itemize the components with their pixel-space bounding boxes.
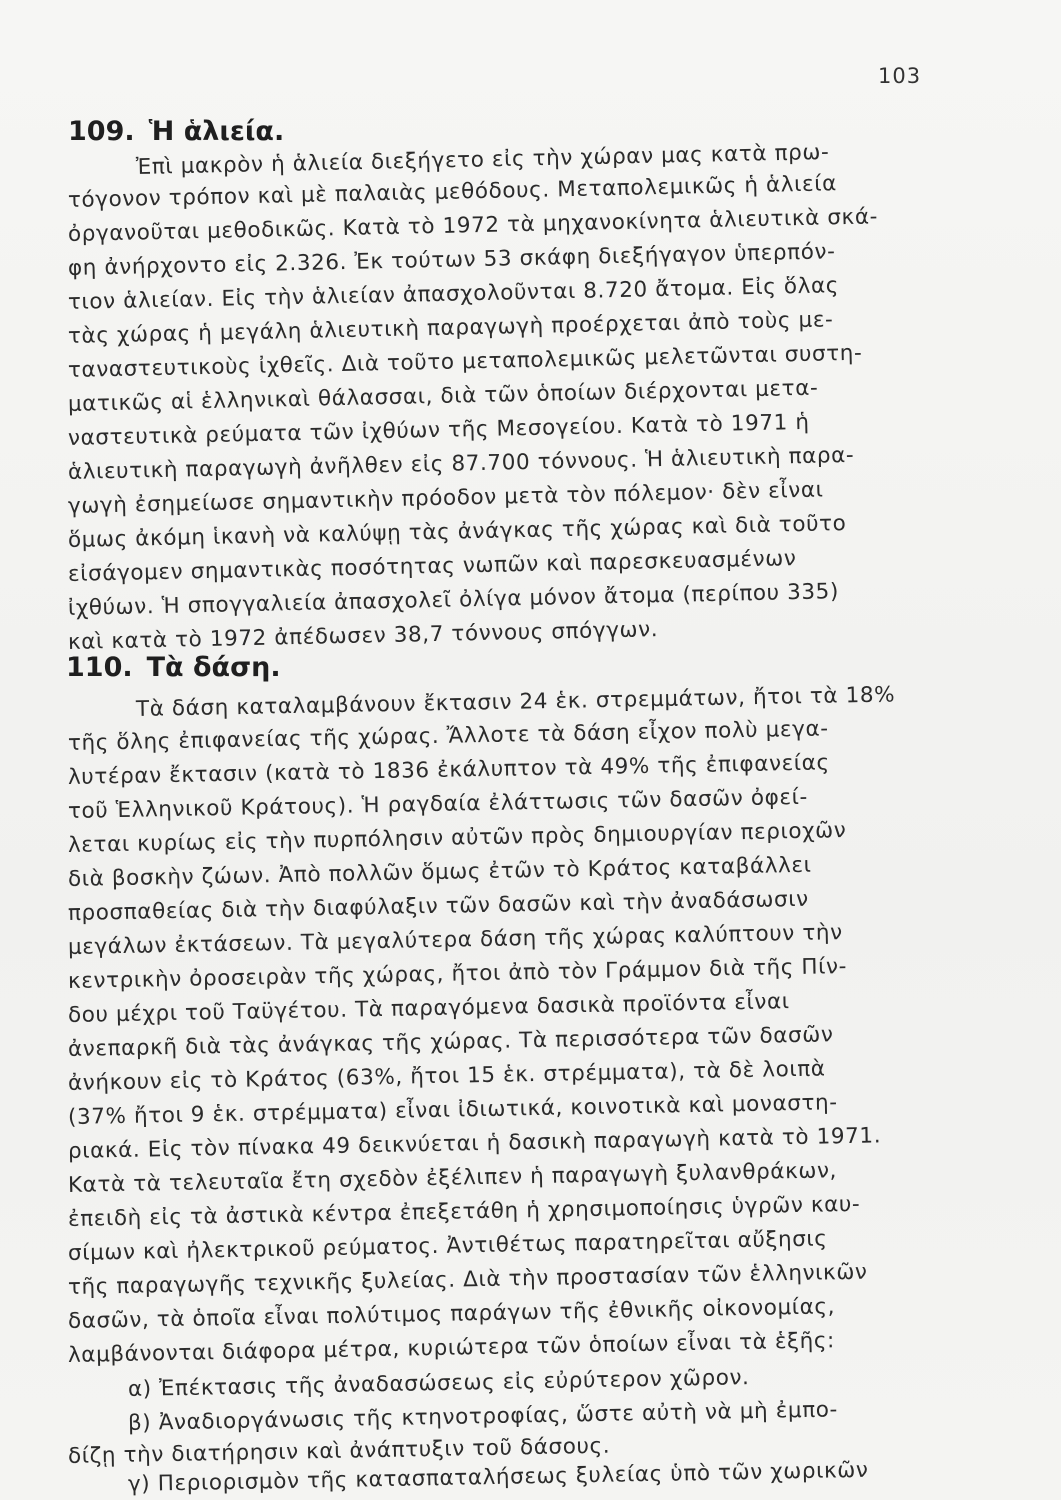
text-line: προσπαθείας διὰ τὴν διαφύλαξιν τῶν δασῶν καὶ τὴν ἀναδάσωσιν	[67, 886, 809, 926]
text-line: μεγάλων ἐκτάσεων. Τὰ μεγαλύτερα δάση τῆς χώρας καλύπτουν τὴν	[67, 920, 843, 960]
text-line: ἀνεπαρκῆ διὰ τὰς ἀνάγκας τῆς χώρας. Τὰ περισσότερα τῶν δασῶν	[67, 1022, 834, 1062]
text-line: γωγὴ ἐσημείωσε σημαντικὴν πρόοδον μετὰ τὸν πόλεμον· δὲν εἶναι	[67, 477, 824, 519]
text-line: τόγονον τρόπον καὶ μὲ παλαιὰς μεθόδους. Μεταπολεμικῶς ἡ ἁλιεία	[67, 171, 838, 213]
text-line: λεται κυρίως εἰς τὴν πυρπόλησιν αὐτῶν πρὸς δημιουργίαν περιοχῶν	[67, 818, 847, 858]
section-110-heading	[66, 652, 281, 683]
text-line: διὰ βοσκὴν ζώων. Ἀπὸ πολλῶν ὅμως ἐτῶν τὸ Κράτος καταβάλλει	[67, 852, 812, 892]
text-line: τῆς ὅλης ἐπιφανείας τῆς χώρας. Ἄλλοτε τὰ δάση εἶχον πολὺ μεγα-	[67, 716, 829, 756]
text-line: ἀνήκουν εἰς τὸ Κράτος (63%, ἤτοι 15 ἑκ. στρέμματα), τὰ δὲ λοιπὰ	[67, 1056, 826, 1096]
text-line: γ) Περιορισμὸν τῆς κατασπαταλήσεως ξυλείας ὑπὸ τῶν χωρικῶν	[127, 1457, 869, 1497]
section-109-title: Ἡ ἁλιεία.	[148, 116, 285, 147]
text-line: τιον ἁλιείαν. Εἰς τὴν ἁλιείαν ἀπασχολοῦνται 8.720 ἄτομα. Εἰς ὅλας	[67, 273, 840, 315]
text-line: ὀργανοῦται μεθοδικῶς. Κατὰ τὸ 1972 τὰ μηχανοκίνητα ἁλιευτικὰ σκά-	[67, 204, 879, 247]
text-line: ταναστευτικοὺς ἰχθεῖς. Διὰ τοῦτο μεταπολεμικῶς μελετῶνται συστη-	[67, 340, 863, 383]
text-line: καὶ κατὰ τὸ 1972 ἀπέδωσεν 38,7 τόννους σπόγγων.	[67, 617, 659, 655]
text-line: ναστευτικὰ ρεύματα τῶν ἰχθύων τῆς Μεσογείου. Κατὰ τὸ 1971 ἡ	[67, 409, 810, 451]
text-line: λαμβάνονται διάφορα μέτρα, κυριώτερα τῶν ὁποίων εἶναι τὰ ἑξῆς:	[67, 1328, 836, 1368]
text-line: (37% ἤτοι 9 ἑκ. στρέμματα) εἶναι ἰδιωτικά, κοινοτικὰ καὶ μοναστη-	[67, 1090, 838, 1130]
text-line: κεντρικὴν ὀροσειρὰν τῆς χώρας, ἤτοι ἀπὸ τὸν Γράμμον διὰ τῆς Πίν-	[67, 954, 848, 994]
text-line: δασῶν, τὰ ὁποῖα εἶναι πολύτιμος παράγων τῆς ἐθνικῆς οἰκονομίας,	[67, 1294, 836, 1334]
text-line: ἁλιευτικὴ παραγωγὴ ἀνῆλθεν εἰς 87.700 τόννους. Ἡ ἁλιευτικὴ παρα-	[67, 442, 855, 485]
section-110-title: Τὰ δάση.	[146, 652, 281, 683]
text-line: τῆς παραγωγῆς τεχνικῆς ξυλείας. Διὰ τὴν προστασίαν τῶν ἑλληνικῶν	[67, 1259, 868, 1300]
text-line: Κατὰ τὰ τελευταῖα ἔτη σχεδὸν ἐξέλιπεν ἡ παραγωγὴ ξυλανθράκων,	[67, 1158, 838, 1198]
text-line: τὰς χώρας ἡ μεγάλη ἁλιευτικὴ παραγωγὴ προέρχεται ἀπὸ τοὺς με-	[67, 307, 834, 349]
text-line: φη ἀνήρχοντο εἰς 2.326. Ἐκ τούτων 53 σκάφη διεξήγαγον ὑπερπόν-	[67, 239, 836, 281]
text-line: ἐπειδὴ εἰς τὰ ἀστικὰ κέντρα ἐπεξετάθη ἡ χρησιμοποίησις ὑγρῶν καυ-	[67, 1191, 861, 1232]
page-number: 103	[878, 64, 922, 88]
text-line: ριακά. Εἰς τὸν πίνακα 49 δεικνύεται ἡ δασικὴ παραγωγὴ κατὰ τὸ 1971.	[67, 1123, 882, 1164]
text-line: λυτέραν ἔκτασιν (κατὰ τὸ 1836 ἐκάλυπτον τὰ 49% τῆς ἐπιφανείας	[67, 750, 830, 790]
text-line: Ἐπὶ μακρὸν ἡ ἁλιεία διεξήγετο εἰς τὴν χώραν μας κατὰ πρω-	[135, 139, 830, 180]
text-line: α) Ἐπέκτασις τῆς ἀναδασώσεως εἰς εὐρύτερον χῶρον.	[127, 1365, 750, 1402]
section-109-number: 109.	[68, 116, 135, 147]
section-110-number: 110.	[66, 652, 133, 683]
text-line: δίζῃ τὴν διατήρησιν καὶ ἀνάπτυξιν τοῦ δάσους.	[67, 1433, 611, 1469]
section-109-heading	[68, 116, 284, 147]
text-line: Τὰ δάση καταλαμβάνουν ἔκτασιν 24 ἑκ. στρεμμάτων, ἤτοι τὰ 18%	[135, 682, 896, 722]
text-line: ὅμως ἀκόμη ἱκανὴ νὰ καλύψῃ τὰς ἀνάγκας τῆς χώρας καὶ διὰ τοῦτο	[67, 511, 847, 553]
text-line: δου μέχρι τοῦ Ταϋγέτου. Τὰ παραγόμενα δασικὰ προϊόντα εἶναι	[67, 989, 790, 1028]
text-line: β) Ἀναδιοργάνωσις τῆς κτηνοτροφίας, ὥστε αὐτὴ νὰ μὴ ἐμπο-	[127, 1397, 839, 1436]
text-line: ματικῶς αἱ ἑλληνικαὶ θάλασσαι, διὰ τῶν ὁποίων διέρχονται μετα-	[67, 375, 819, 417]
text-line: τοῦ Ἑλληνικοῦ Κράτους). Ἡ ραγδαία ἐλάττωσις τῶν δασῶν ὀφεί-	[67, 784, 809, 824]
text-line: σίμων καὶ ἠλεκτρικοῦ ρεύματος. Ἀντιθέτως παρατηρεῖται αὔξησις	[67, 1226, 828, 1266]
text-line: εἰσάγομεν σημαντικὰς ποσότητας νωπῶν καὶ παρεσκευασμένων	[67, 546, 797, 587]
text-line: ἰχθύων. Ἡ σπογγαλιεία ἀπασχολεῖ ὀλίγα μόνον ἄτομα (περίπου 335)	[67, 579, 840, 621]
